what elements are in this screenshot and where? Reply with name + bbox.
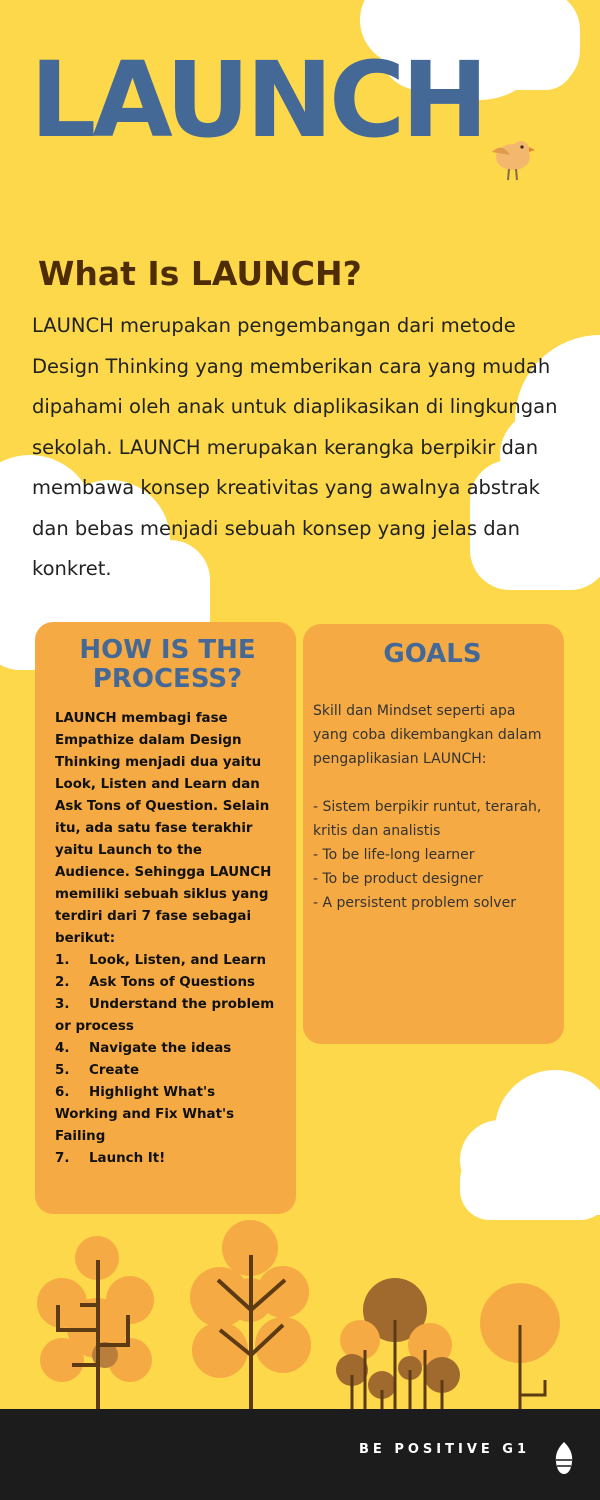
step-number: 7. xyxy=(55,1151,70,1166)
step-number: 3. xyxy=(55,997,70,1012)
goal-item: - Sistem berpikir runtut, terarah, kritis dan analistis xyxy=(313,799,542,839)
step-number: 1. xyxy=(55,953,70,968)
footer-text: BE POSITIVE G1 xyxy=(359,1442,530,1457)
footer-logo-icon xyxy=(552,1440,576,1476)
process-step xyxy=(55,994,280,1038)
goal-item: - To be product designer xyxy=(313,871,483,887)
tree-4 xyxy=(480,1283,560,1420)
process-steps-list xyxy=(55,950,280,1170)
goals-description: Skill dan Mindset seperti apa yang coba dikembangkan dalam pengaplikasian LAUNCH: xyxy=(313,703,542,767)
step-label: Look, Listen, and Learn xyxy=(89,953,267,968)
tree-3 xyxy=(336,1278,460,1410)
step-label: Understand the problem or process xyxy=(55,997,275,1034)
process-step xyxy=(55,1060,280,1082)
cloud-bottom-right xyxy=(460,1070,600,1220)
process-step xyxy=(55,950,280,972)
step-label: Launch It! xyxy=(89,1151,166,1166)
step-number: 6. xyxy=(55,1085,70,1100)
tree-group xyxy=(37,1220,560,1420)
tree-2 xyxy=(190,1220,311,1420)
step-label: Ask Tons of Questions xyxy=(89,975,255,990)
process-description: LAUNCH membagi fase Empathize dalam Design Thinking menjadi dua yaitu Look, Listen and Learn dan Ask Tons of Question. Selain itu, ada satu fase terakhir yaitu Launch to the Audience. Sehingga LAUNCH memiliki sebuah siklus yang terdiri dari 7 fase sebagai berikut: xyxy=(55,711,272,946)
bird-icon xyxy=(492,141,535,180)
page-title: LAUNCH xyxy=(30,39,485,161)
process-card xyxy=(35,622,296,1214)
step-number: 5. xyxy=(55,1063,70,1078)
step-number: 4. xyxy=(55,1041,70,1056)
tree-1 xyxy=(37,1236,154,1420)
goals-card xyxy=(303,624,564,1044)
section-heading: What Is LAUNCH? xyxy=(38,254,362,293)
step-number: 2. xyxy=(55,975,70,990)
process-step xyxy=(55,972,280,994)
goal-item: - A persistent problem solver xyxy=(313,895,516,911)
step-label: Create xyxy=(89,1063,140,1078)
process-step xyxy=(55,1038,280,1060)
step-label: Navigate the ideas xyxy=(89,1041,232,1056)
process-card-title: HOW IS THE PROCESS? xyxy=(79,635,256,694)
goals-card-body xyxy=(313,699,552,915)
step-label: Highlight What's Working and Fix What's Failing xyxy=(55,1085,235,1144)
goals-card-title: GOALS xyxy=(383,639,482,669)
process-step xyxy=(55,1082,280,1148)
goals-list xyxy=(313,795,552,915)
process-card-body xyxy=(55,708,280,1170)
process-step xyxy=(55,1148,280,1170)
goal-item: - To be life-long learner xyxy=(313,847,475,863)
intro-paragraph: LAUNCH merupakan pengembangan dari metode Design Thinking yang memberikan cara yang mudah dipahami oleh anak untuk diaplikasikan di lingkungan sekolah. LAUNCH merupakan kerangka berpikir dan membawa konsep kreativitas yang awalnya abstrak dan bebas menjadi sebuah konsep yang jelas dan konkret. xyxy=(32,314,558,580)
